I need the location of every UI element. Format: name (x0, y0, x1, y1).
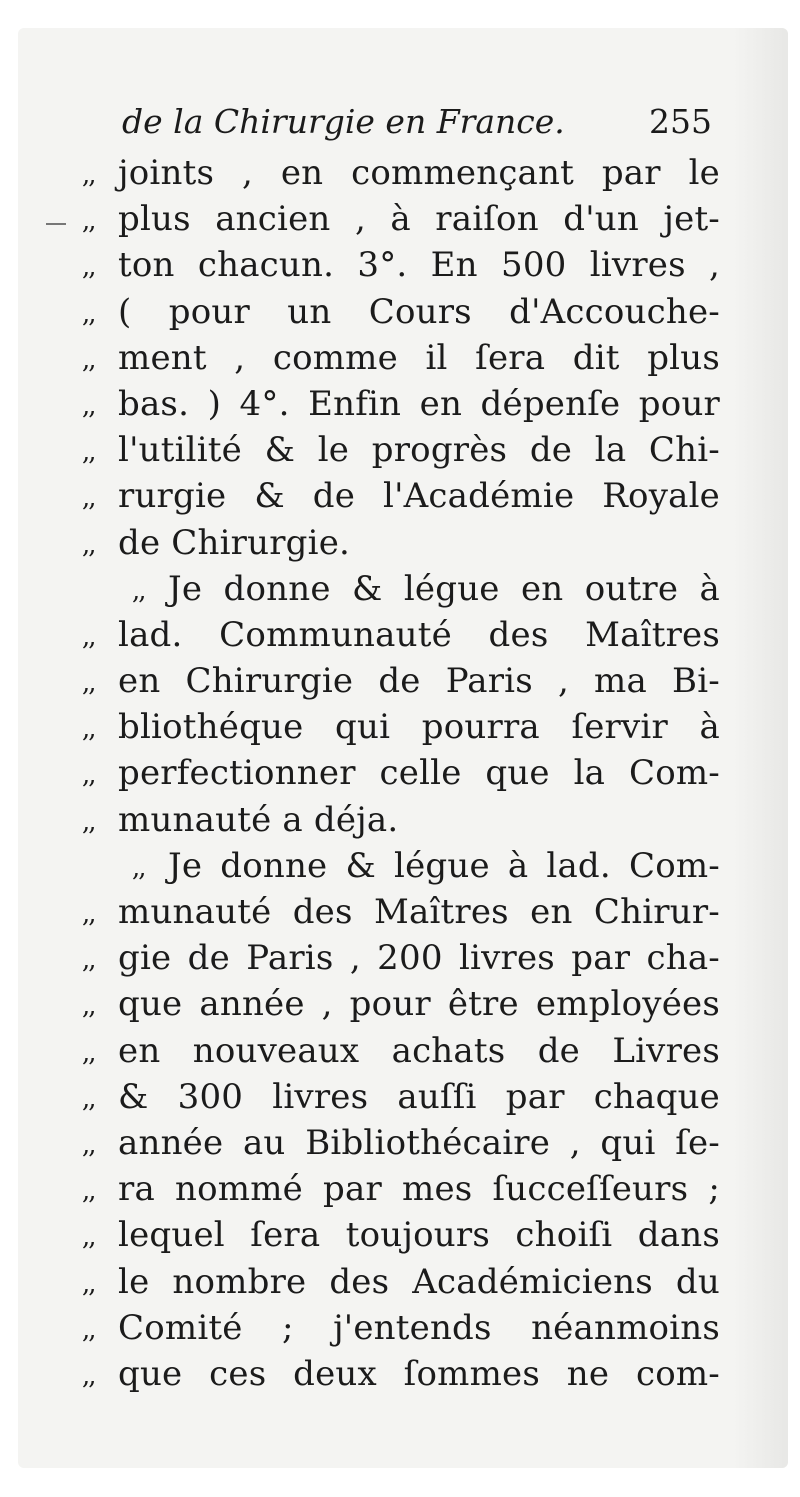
text-line (70, 704, 720, 750)
line-text: l'utilité & le progrès de la Chi- (118, 430, 720, 471)
line-text: Je donne & légue à lad. Com- (168, 845, 720, 886)
quotation-marker: ,, (82, 206, 95, 237)
quotation-marker: ,, (82, 1360, 95, 1391)
text-line (70, 1028, 720, 1074)
line-text: que année , pour être employées (118, 984, 720, 1025)
quotation-marker: ,, (82, 1222, 95, 1253)
quotation-marker: ,, (82, 1176, 95, 1207)
line-text: le nombre des Académiciens du (118, 1261, 720, 1302)
line-text: ton chacun. 3°. En 500 livres , (118, 245, 720, 286)
quotation-marker: ,, (82, 437, 95, 468)
line-text: gie de Paris , 200 livres par cha- (118, 938, 720, 979)
line-text: perfectionner celle que la Com- (118, 753, 720, 794)
text-line (70, 612, 720, 658)
text-line (70, 889, 720, 935)
text-line (70, 566, 720, 612)
text-line (70, 1166, 720, 1212)
line-text: munauté des Maîtres en Chirur- (118, 892, 720, 932)
text-line (70, 1074, 720, 1120)
text-line (70, 242, 720, 288)
text-line (70, 150, 720, 196)
running-title: de la Chirurgie en France. (122, 102, 565, 141)
quotation-marker: ,, (82, 1314, 95, 1345)
line-text: année au Bibliothécaire , qui ſe- (118, 1122, 720, 1163)
margin-mark (46, 223, 66, 225)
line-text: de Chirurgie. (118, 522, 351, 563)
quotation-marker: ,, (82, 991, 95, 1022)
running-header (122, 100, 712, 144)
text-line (70, 381, 720, 427)
line-text: munauté a déja. (118, 799, 399, 840)
line-text: & 300 livres auſſi par chaque (118, 1076, 720, 1117)
text-line (70, 1351, 720, 1397)
quotation-marker: ,, (82, 1268, 95, 1299)
text-line (70, 981, 720, 1027)
line-text: plus ancien , à raiſon d'un jet- (118, 199, 720, 240)
quotation-marker: ,, (132, 852, 145, 883)
line-text: en nouveaux achats de Livres (118, 1030, 720, 1071)
text-line (70, 1259, 720, 1305)
line-text: lequel ſera toujours choiſi dans (118, 1215, 720, 1256)
page-number: 255 (649, 102, 712, 141)
quotation-marker: ,, (82, 714, 95, 745)
text-line (70, 1212, 720, 1258)
line-text: ra nommé par mes ſucceſſeurs ; (118, 1169, 720, 1210)
line-text: en Chirurgie de Paris , ma Bi- (118, 661, 720, 702)
quotation-marker: ,, (132, 575, 145, 606)
text-line (70, 935, 720, 981)
text-line (70, 196, 720, 242)
body-text (70, 150, 720, 1450)
quotation-marker: ,, (82, 806, 95, 837)
line-text: bas. ) 4°. Enfin en dépenſe pour (118, 383, 720, 424)
book-page (18, 28, 788, 1468)
line-text: Comité ; j'entends néanmoins (118, 1307, 720, 1348)
text-line (70, 473, 720, 519)
text-line (70, 335, 720, 381)
line-text: ment , comme il ſera dit plus (118, 337, 720, 378)
text-line (70, 1305, 720, 1351)
quotation-marker: ,, (82, 344, 95, 375)
quotation-marker: ,, (82, 298, 95, 329)
quotation-marker: ,, (82, 160, 95, 190)
quotation-marker: ,, (82, 529, 95, 560)
quotation-marker: ,, (82, 621, 95, 652)
text-line (70, 797, 720, 843)
quotation-marker: ,, (82, 252, 95, 283)
line-text: joints , en commençant par le (118, 153, 720, 193)
line-text: que ces deux ſommes ne com- (118, 1353, 720, 1394)
line-text: Je donne & légue en outre à (168, 568, 720, 609)
quotation-marker: ,, (82, 1083, 95, 1114)
quotation-marker: ,, (82, 483, 95, 514)
text-line (70, 427, 720, 473)
line-text: lad. Communauté des Maîtres (118, 614, 720, 655)
quotation-marker: ,, (82, 1129, 95, 1160)
text-line (70, 658, 720, 704)
quotation-marker: ,, (82, 760, 95, 791)
text-line (70, 1120, 720, 1166)
quotation-marker: ,, (82, 945, 95, 976)
quotation-marker: ,, (82, 390, 95, 421)
line-text: bliothéque qui pourra ſervir à (118, 707, 720, 748)
line-text: ( pour un Cours d'Accouche- (118, 291, 720, 332)
text-line (70, 289, 720, 335)
text-line (70, 750, 720, 796)
text-line (70, 520, 720, 566)
text-line (70, 843, 720, 889)
quotation-marker: ,, (82, 1037, 95, 1068)
page-shadow (733, 28, 788, 1468)
quotation-marker: ,, (82, 668, 95, 699)
line-text: rurgie & de l'Académie Royale (118, 476, 720, 517)
quotation-marker: ,, (82, 899, 95, 929)
